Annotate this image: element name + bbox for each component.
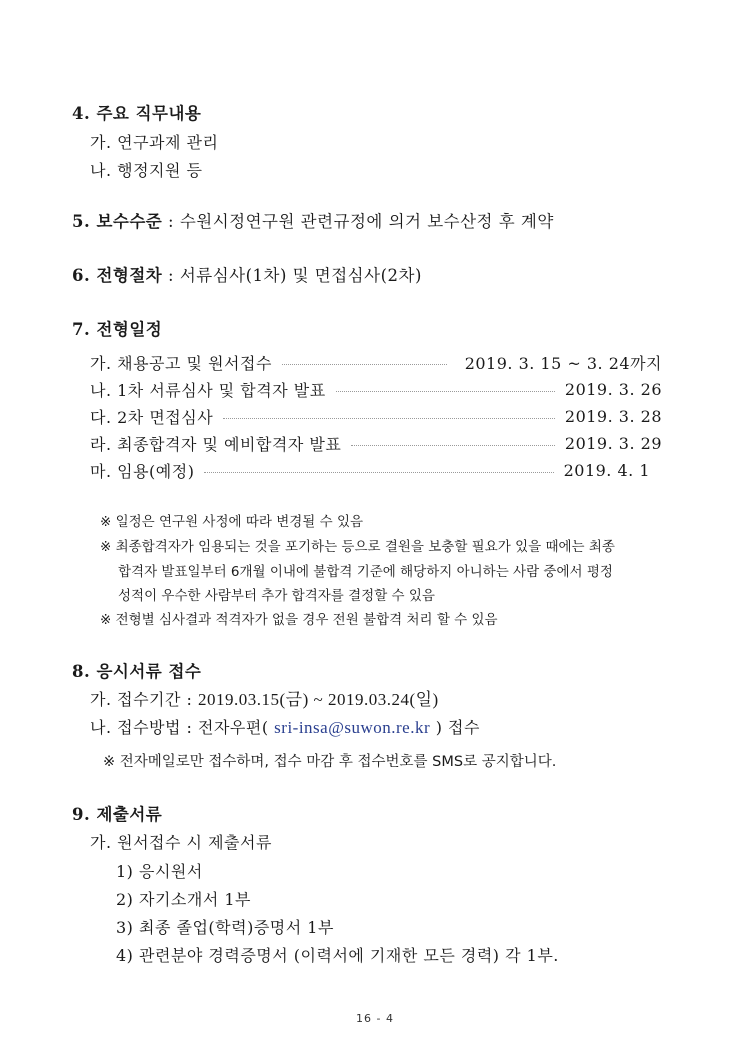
section-number: 9. — [72, 805, 91, 824]
section-number: 7. — [72, 320, 91, 339]
application-period-value: 2019.03.15(금) ~ 2019.03.24(일) — [198, 690, 439, 709]
schedule-label: 가. 채용공고 및 원서접수 — [90, 353, 272, 373]
section-separator: : — [162, 266, 180, 285]
section-4-item: 나. 행정지원 등 — [90, 161, 203, 180]
dotted-leader — [223, 418, 555, 419]
dotted-leader — [282, 364, 447, 365]
document-item: 4) 관련분야 경력증명서 (이력서에 기재한 모든 경력) 각 1부. — [116, 946, 559, 965]
application-method-label: 나. 접수방법 : 전자우편( — [90, 718, 275, 737]
dotted-leader — [351, 445, 555, 446]
section-title: 보수수준 — [96, 212, 163, 231]
application-method — [90, 718, 480, 738]
schedule-row — [90, 379, 662, 399]
section-number: 5. — [72, 212, 91, 231]
schedule-date: 2019. 3. 29 — [564, 433, 662, 453]
schedule-note: ※ 전형별 심사결과 적격자가 없을 경우 전원 불합격 처리 할 수 있음 — [100, 612, 498, 628]
schedule-row — [90, 352, 662, 372]
section-number: 6. — [72, 266, 91, 285]
dotted-leader — [336, 391, 555, 392]
documents-subheading: 가. 원서접수 시 제출서류 — [90, 833, 272, 852]
document-item: 1) 응시원서 — [116, 862, 203, 881]
dotted-leader — [204, 472, 553, 473]
section-title: 전형절차 — [96, 266, 163, 285]
schedule-label: 다. 2차 면접심사 — [90, 407, 214, 427]
schedule-note-continuation: 성적이 우수한 사람부터 추가 합격자를 결정할 수 있음 — [118, 588, 435, 604]
section-title: 응시서류 접수 — [96, 662, 202, 681]
section-description: 수원시정연구원 관련규정에 의거 보수산정 후 계약 — [179, 212, 554, 231]
section-5-heading — [72, 212, 554, 232]
section-4-heading — [72, 104, 201, 124]
schedule-date: 2019. 3. 26 — [564, 379, 662, 399]
section-number: 4. — [72, 104, 91, 123]
schedule-note-continuation: 합격자 발표일부터 6개월 이내에 불합격 기준에 해당하지 아니하는 사람 중에서 평정 — [118, 564, 613, 580]
schedule-date: 2019. 3. 28 — [564, 406, 662, 426]
section-separator: : — [162, 212, 180, 231]
section-number: 8. — [72, 662, 91, 681]
application-period — [90, 690, 439, 710]
application-period-label: 가. 접수기간 : — [90, 690, 199, 709]
section-9-heading — [72, 805, 162, 825]
section-title: 제출서류 — [96, 805, 163, 824]
section-description: 서류심사(1차) 및 면접심사(2차) — [179, 266, 422, 285]
application-email-link[interactable]: sri-insa@suwon.re.kr — [274, 718, 431, 737]
section-4-item: 가. 연구과제 관리 — [90, 133, 219, 152]
schedule-label: 마. 임용(예정) — [90, 461, 195, 481]
document-item: 2) 자기소개서 1부 — [116, 890, 252, 909]
schedule-note: ※ 최종합격자가 임용되는 것을 포기하는 등으로 결원을 보충할 필요가 있을 때에는 최종 — [100, 539, 615, 555]
application-notice: ※ 전자메일로만 접수하며, 접수 마감 후 접수번호를 SMS로 공지합니다. — [103, 754, 557, 770]
schedule-label: 라. 최종합격자 및 예비합격자 발표 — [90, 434, 342, 454]
section-8-heading — [72, 662, 201, 682]
schedule-date: 2019. 4. 1 — [563, 460, 650, 480]
section-title: 주요 직무내용 — [96, 104, 202, 123]
application-method-suffix: ) 접수 — [430, 718, 480, 737]
section-title: 전형일정 — [96, 320, 163, 339]
schedule-row — [90, 460, 662, 480]
schedule-label: 나. 1차 서류심사 및 합격자 발표 — [90, 380, 326, 400]
page-number: 16 - 4 — [356, 1012, 394, 1025]
section-7-heading — [72, 320, 162, 340]
section-6-heading — [72, 266, 422, 286]
schedule-row — [90, 433, 662, 453]
schedule-note: ※ 일정은 연구원 사정에 따라 변경될 수 있음 — [100, 514, 364, 530]
schedule-row — [90, 406, 662, 426]
document-item: 3) 최종 졸업(학력)증명서 1부 — [116, 918, 334, 937]
schedule-date: 2019. 3. 15 ~ 3. 24까지 — [464, 353, 662, 373]
